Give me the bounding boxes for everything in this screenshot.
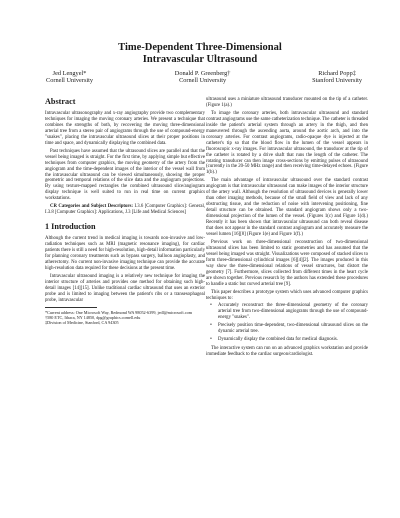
author-affiliation: Cornell University bbox=[46, 77, 94, 85]
author-3 bbox=[312, 70, 362, 85]
intro-paragraph-1: Although the current trend in medical imaging is towards non-invasive and low-radiation techniques such as MRI (magnetic resonance imaging), for cardiac patients there is still a need for high-resolution, high-detail information particularly for planning coronary treatments such as bypass surgery, balloon angioplasty, and atherectomy. No current non-invasive imaging technique can provide the accurate high-resolution data required for these decisions at the present time. bbox=[45, 236, 205, 271]
abstract-paragraph-1: Intravascular ultrasonography and x-ray angiography provide two complementary techniques for imaging the moving coronary arteries. We present a technique that combines the strengths of both, by recovering the moving three-dimensional arterial tree from a stereo pair of angiograms through the use of compound-energy "snakes", placing the intravascular ultrasound slices at their proper positions in time and space, and dynamically displaying the combined data. bbox=[45, 111, 205, 146]
intro-paragraph-2: Intravascular ultrasound imaging is a relatively new technique for imaging the interior structure of arteries and provides one method for obtaining such high-detail images [14][15]. Unlike traditional cardiac ultrasound that uses an exterior probe and is limited to imaging between the patient's ribs or a transesophageal probe, intravascular bbox=[45, 273, 205, 303]
body-paragraph-5: This paper describes a prototype system which uses advanced computer graphics techniques to: bbox=[206, 289, 368, 301]
paper-title bbox=[0, 42, 400, 66]
author-2 bbox=[175, 70, 231, 85]
cr-categories-text: I.3.6 [Computer Graphics]: General, I.3.8 [Computer Graphics]: Applications, J.3 [Life and Medical Sciences] bbox=[45, 204, 205, 216]
author-name: Donald P. Greenberg† bbox=[174, 70, 231, 77]
list-item: • Dynamically display the combined data for medical diagnosis. bbox=[218, 337, 368, 343]
footnote-2: †580 ETC, Ithaca, NY 14850, dpg@graphics.cornell.edu bbox=[45, 314, 141, 320]
author-name: Jed Lengyel* bbox=[52, 70, 87, 77]
body-paragraph-6: The interactive system can run on an advanced graphics workstation and provide immediate feedback to the cardiac surgeon/cardiologist. bbox=[206, 346, 368, 358]
left-column bbox=[45, 97, 205, 325]
author-affiliation: Stanford University bbox=[312, 77, 362, 85]
title-line-1: Time-Dependent Three-Dimensional bbox=[118, 42, 282, 53]
introduction-heading: 1 Introduction bbox=[45, 222, 96, 232]
footnote-1: *Current address: One Microsoft Way, Redmond WA 98052-6399, jedl@microsoft.com bbox=[45, 309, 192, 315]
cr-categories-label: CR Categories and Subject Descriptors: bbox=[50, 204, 134, 210]
list-item: • Accurately reconstruct the three-dimensional geometry of the coronary arterial tree from two-dimensional angiograms through the use of compound-energy "snakes". bbox=[218, 303, 368, 321]
abstract-paragraph-2: Past techniques have assumed that the ultrasound slices are parallel and that the vessel being imaged is straight. For the first time, by applying simple but effective techniques from computer graphics, the moving geometry of the artery from the angiogram and the time-dependent images of the interior of the vessel wall from the intravascular ultrasound can be viewed simultaneously, showing the proper geometric and temporal relations of the slice data and the angiogram projections. By using texture-mapped rectangles the combined ultrasound slice/angiogram display technique is well suited to run in real time on current graphics workstations. bbox=[45, 148, 205, 202]
body-paragraph-3: The main advantage of intravascular ultrasound over the standard contrast angiogram is that intravascular ultrasound can make images of the interior structure of the artery wall. Although the resolution of ultrasound devices is generally lower than other imaging methods, because of the small field of view and lack of any obstructing tissue, and the reduction of noise with intervening positioning, fine detail structure can be obtained. The standard angiogram shows only a two-dimensional projection of the lumen of the vessel. (Figures 1(c) and Figure 1(d).) Recently it has been shown that intravascular ultrasound can both reveal disease that does not appear in the standard contrast angiogram and accurately measure the vessel lumen [16][8] (Figure 1(e) and Figure 1(f).) bbox=[206, 178, 368, 237]
author-block bbox=[46, 70, 362, 85]
footnote-3: ‡Division of Medicine, Stanford, CA 94305 bbox=[45, 319, 119, 325]
body-paragraph-1: ultrasound uses a miniature ultrasound transducer mounted on the tip of a catheter. (Figure 1(a).) bbox=[206, 97, 368, 108]
author-affiliation: Cornell University bbox=[179, 77, 227, 85]
author-name: Richard Popp‡ bbox=[318, 70, 356, 77]
contribution-list bbox=[206, 303, 368, 343]
footnote-divider bbox=[45, 307, 97, 308]
title-line-2: Intravascular Ultrasound bbox=[142, 54, 258, 65]
right-column bbox=[206, 97, 368, 360]
cr-categories bbox=[45, 204, 205, 216]
body-paragraph-4: Previous work on three-dimensional reconstruction of two-dimensional ultrasound slices has been limited to static geometries and has assumed that the vessel being imaged was straight. Visualizations were composed of stacked slices to form three-dimensional cylindrical images [6][4][2]. The images produced in this way show the three-dimensional relations of vessel structures, but distort the geometry [7]. Furthermore, slices collected from different times in the heart cycle are shown together. Previous research by the authors has extended these procedures to handle a static but curved arterial tree [9]. bbox=[206, 239, 368, 287]
abstract-heading: Abstract bbox=[45, 97, 76, 106]
body-paragraph-2: To image the coronary arteries, both intravascular ultrasound and standard contrast angiograms use the same catheterization technique. The catheter is threaded inside the patient's arterial system through an artery in the thigh, and then maneuvered through the ascending aorta, around the aortic arch, and into the coronary arteries. For contrast angiograms, radio-opaque dye is injected at the catheter's tip so that the blood flow in the lumen of the vessel appears in fluoroscopic x-ray images. For intravascular ultrasound, the transducer at the tip of the catheter is rotated by a drive shaft that runs the length of the catheter. The rotating transducer can then image cross-sections by emitting pulses of ultrasound (currently in the 20-50 MHz range) and then receiving time-delayed echoes. (Figure 1(b).) bbox=[206, 110, 369, 176]
author-1 bbox=[46, 70, 93, 85]
list-item: • Precisely position time-dependent, two-dimensional ultrasound slices on the dynamic arterial tree. bbox=[218, 323, 368, 335]
